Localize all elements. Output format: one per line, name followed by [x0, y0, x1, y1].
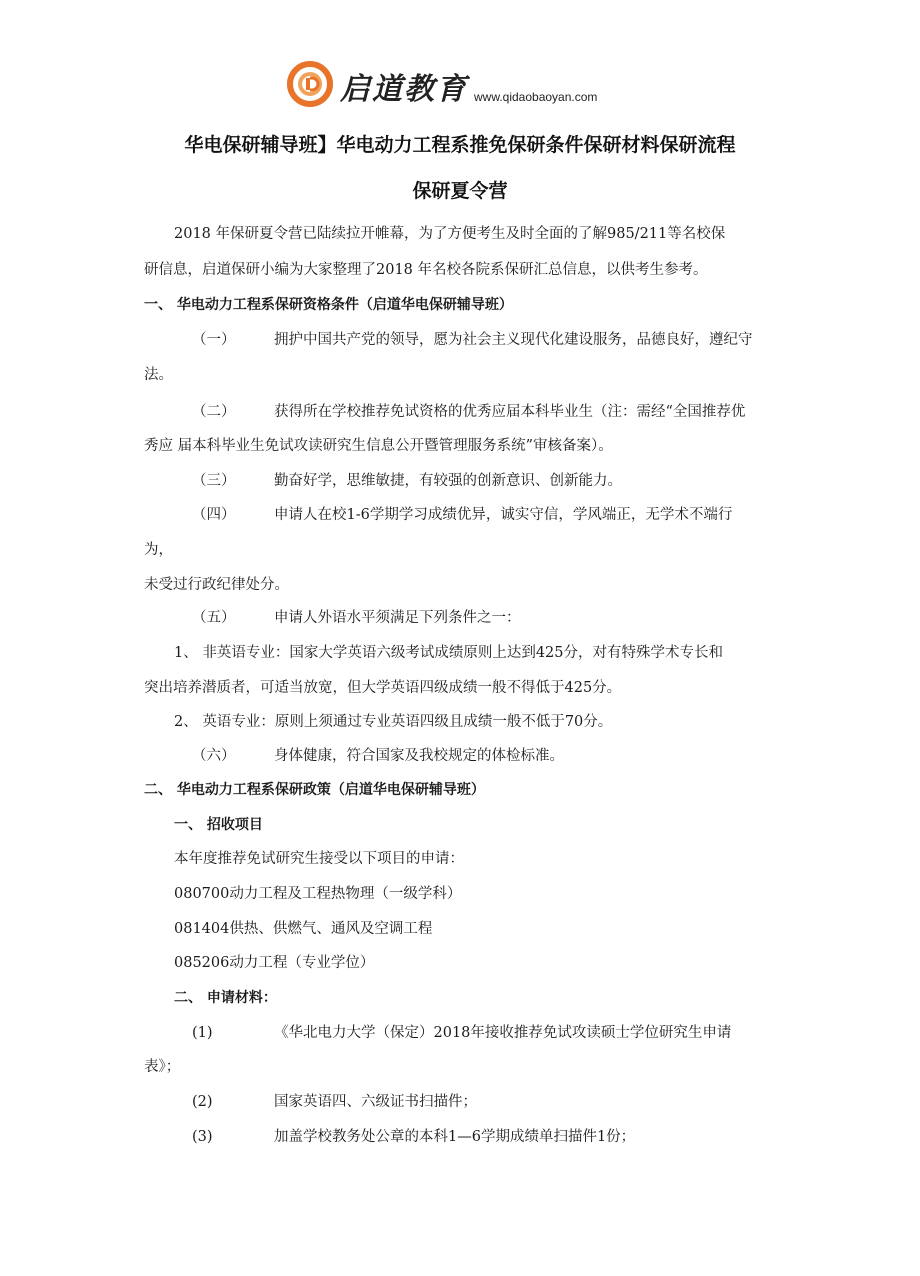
item-text: 申请人外语水平须满足下列条件之一：: [274, 610, 521, 626]
item-text: 勤奋好学，思维敏捷，有较强的创新意识、创新能力。: [274, 473, 622, 489]
program-item: 081404供热、供燃气、通风及空调工程: [174, 921, 433, 937]
subsection-heading: 二、 申请材料：: [174, 990, 277, 1006]
language-requirement-2: 2、 英语专业：原则上须通过专业英语四级且成绩一般不低于70分。: [174, 714, 613, 730]
item-continuation: 法。: [144, 367, 173, 383]
program-item: 085206动力工程（专业学位）: [174, 955, 375, 971]
subsection-heading: 一、 招收项目: [174, 817, 263, 833]
intro-line: 研信息，启道保研小编为大家整理了2018 年名校各院系保研汇总信息，以供考生参考。: [144, 262, 708, 278]
item-number: （四）: [192, 507, 236, 523]
intro-line: 2018 年保研夏令营已陆续拉开帷幕，为了方便考生及时全面的了解985/211等名校保: [174, 226, 726, 242]
item-number: （一）: [192, 332, 236, 348]
item-text: 国家英语四、六级证书扫描件；: [274, 1094, 477, 1110]
brand-logo[interactable]: [286, 58, 626, 110]
material-item: [192, 1127, 635, 1147]
item-text: 获得所在学校推荐免试资格的优秀应届本科毕业生（注：需经“全国推荐优: [274, 404, 746, 420]
material-item: [192, 1023, 731, 1043]
item-number: （五）: [192, 610, 236, 626]
item-text: 身体健康，符合国家及我校规定的体检标准。: [274, 748, 564, 764]
program-item: 080700动力工程及工程热物理（一级学科）: [174, 886, 462, 902]
item-text: 申请人在校1-6学期学习成绩优异，诚实守信，学风端正，无学术不端行: [274, 507, 733, 523]
material-item: [192, 1092, 477, 1112]
logo-text: 启道教育: [340, 72, 468, 107]
item-continuation: 为，: [144, 542, 173, 558]
list-item: [192, 608, 521, 628]
doc-title-line2: 保研夏令营: [412, 180, 508, 202]
item-number: (3): [192, 1129, 213, 1145]
item-text: 拥护中国共产党的领导，愿为社会主义现代化建设服务，品德良好，遵纪守: [274, 332, 753, 348]
item-continuation: 表》；: [144, 1059, 181, 1075]
logo-url[interactable]: www.qidaobaoyan.com: [474, 90, 598, 104]
item-continuation: 秀应 届本科毕业生免试攻读研究生信息公开暨管理服务系统”审核备案）。: [144, 438, 613, 454]
section2-heading: 二、 华电动力工程系保研政策（启道华电保研辅导班）: [144, 782, 485, 798]
item-number: (1): [192, 1025, 213, 1041]
item-number: （六）: [192, 748, 236, 764]
list-item: [192, 746, 564, 766]
item-text: 《华北电力大学（保定）2018年接收推荐免试攻读硕士学位研究生申请: [274, 1025, 732, 1041]
language-requirement-1: 1、 非英语专业：国家大学英语六级考试成绩原则上达到425分，对有特殊学术专长和: [174, 645, 724, 661]
list-item: [192, 402, 745, 422]
list-item: [192, 505, 732, 525]
subsection-intro: 本年度推荐免试研究生接受以下项目的申请：: [174, 851, 464, 867]
language-requirement-1-cont: 突出培养潜质者，可适当放宽，但大学英语四级成绩一般不得低于425分。: [144, 680, 622, 696]
item-text: 加盖学校教务处公章的本科1—6学期成绩单扫描件1份；: [274, 1129, 636, 1145]
item-number: (2): [192, 1094, 213, 1110]
doc-title-line1: 华电保研辅导班】华电动力工程系推免保研条件保研材料保研流程: [184, 134, 736, 156]
item-number: （二）: [192, 404, 236, 420]
item-continuation: 未受过行政纪律处分。: [144, 577, 289, 593]
item-number: （三）: [192, 473, 236, 489]
list-item: [192, 471, 622, 491]
section1-heading: 一、 华电动力工程系保研资格条件（启道华电保研辅导班）: [144, 297, 513, 313]
list-item: [192, 330, 753, 350]
qidao-logo-icon: [286, 60, 334, 108]
